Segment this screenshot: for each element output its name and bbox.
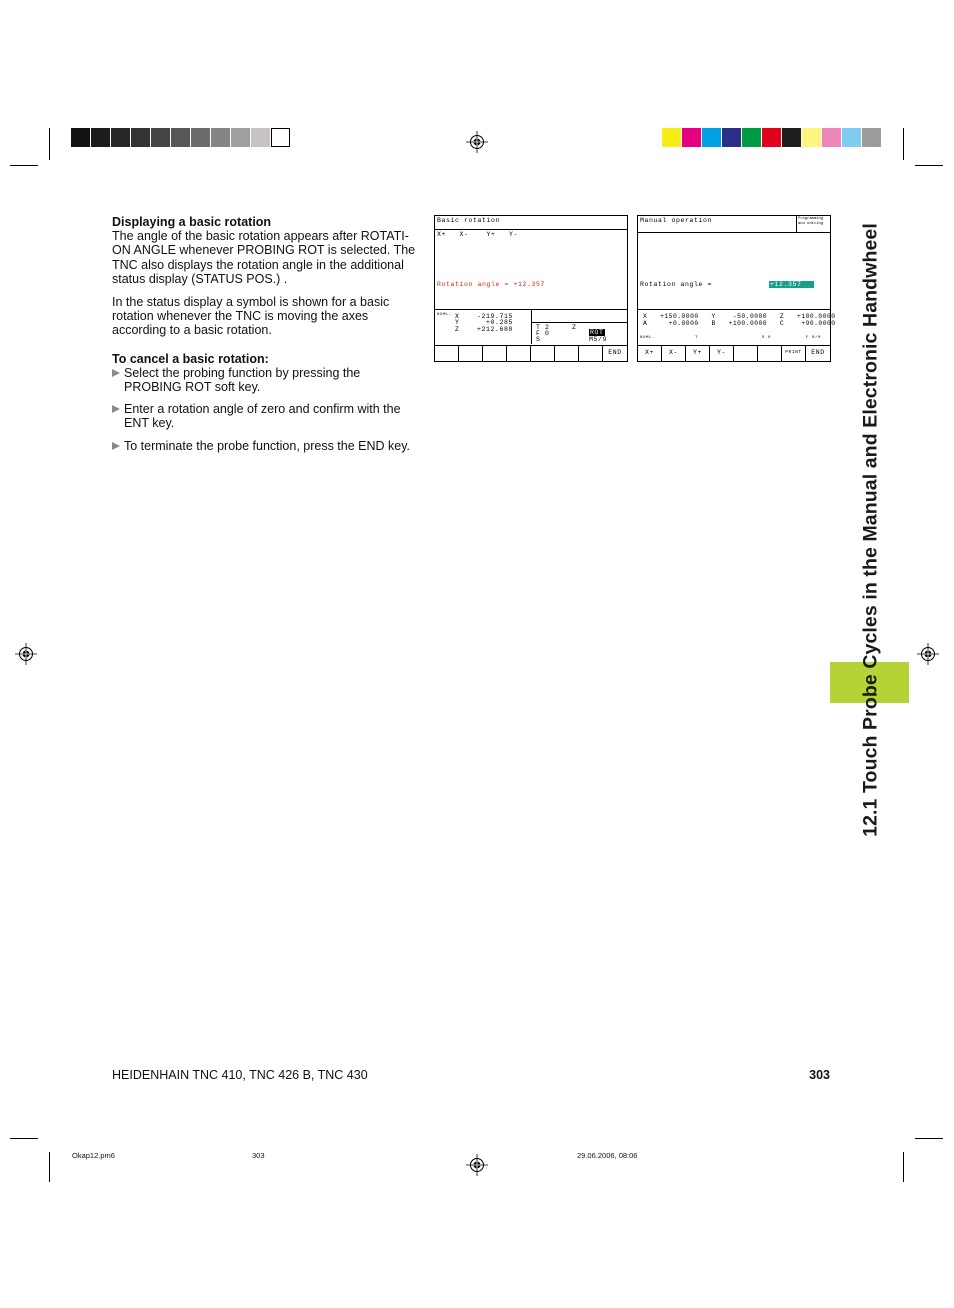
softkey-x-minus[interactable]: X- [662, 346, 686, 361]
rotation-angle-readout: Rotation angle = +12.357 [437, 281, 546, 288]
status-spindle: S [536, 336, 541, 343]
print-softkey[interactable]: PRINT [782, 346, 806, 361]
end-softkey[interactable]: END [811, 349, 825, 356]
m-code: M5/9 [589, 336, 608, 343]
color-swatch [71, 128, 90, 147]
rotation-angle-label: Rotation angle = [640, 281, 713, 288]
arrow-bullet-icon [112, 405, 120, 413]
arrow-bullet-icon [112, 442, 120, 450]
slug-file: Okap12.pm6 [72, 1151, 115, 1160]
crop-mark [49, 1152, 50, 1182]
color-swatch [211, 128, 230, 147]
screenshot-manual-operation [637, 215, 836, 362]
section-heading: To cancel a basic rotation: [112, 351, 269, 366]
slug-page: 303 [252, 1151, 265, 1160]
list-item: Enter a rotation angle of zero and confirm with the ENT key. [112, 402, 420, 430]
registration-mark-icon [466, 1154, 488, 1176]
list-item: To terminate the probe function, press the END key. [112, 439, 420, 453]
footer-product: HEIDENHAIN TNC 410, TNC 426 B, TNC 430 [112, 1068, 368, 1082]
position-row: X +150.0000 Y -50.0000 Z +100.0000 [643, 313, 836, 320]
paragraph: The angle of the basic rotation appears after ROTATI-ON ANGLE whenever PROBING ROT is selected. The TNC also displays the rotation angle in the additional status display (STATUS POS.) . [112, 229, 416, 286]
mode-corner-box [796, 216, 830, 232]
side-title-text: 12.1 Touch Probe Cycles in the Manual and Electronic Handwheel [859, 223, 882, 837]
axis-z-value: +212.680 [476, 326, 513, 333]
color-swatch [802, 128, 821, 147]
divider [638, 309, 830, 310]
crop-mark [915, 1138, 943, 1139]
color-swatch [762, 128, 781, 147]
rotation-angle-input[interactable]: +12.357 [769, 281, 814, 288]
status-tool: T [695, 336, 699, 340]
color-swatch [91, 128, 110, 147]
softkey[interactable] [734, 346, 758, 361]
registration-mark-icon [15, 643, 37, 665]
crop-mark [10, 1138, 38, 1139]
status-feed: F 0 [536, 330, 550, 337]
crop-mark [903, 1152, 904, 1182]
color-swatch [662, 128, 681, 147]
softkey[interactable] [555, 346, 579, 361]
mode-corner-label: Programming and editing [798, 217, 824, 226]
status-spindle: S 0 [762, 336, 772, 340]
color-swatch [722, 128, 741, 147]
divider [638, 232, 830, 233]
paragraph: In the status display a symbol is shown for a basic rotation whenever the TNC is moving the axes according to a basic rotation. [112, 295, 390, 338]
softkey[interactable] [459, 346, 483, 361]
softkey[interactable] [531, 346, 555, 361]
section-heading: Displaying a basic rotation [112, 215, 272, 229]
axis-y-value: +0.285 [485, 319, 513, 326]
registration-mark-icon [917, 643, 939, 665]
axis-x-value: -219.715 [476, 313, 513, 320]
color-swatch [151, 128, 170, 147]
color-swatch [271, 128, 290, 147]
softkey-bar [638, 345, 830, 361]
screen-title: Basic rotation [437, 217, 501, 224]
status-feed: F 0/0 [806, 336, 822, 340]
color-swatch [111, 128, 130, 147]
crop-mark [903, 128, 904, 160]
screen-title: Manual operation [640, 217, 713, 224]
softkey[interactable] [758, 346, 782, 361]
color-swatch [862, 128, 881, 147]
crop-mark [10, 165, 38, 166]
registration-mark-icon [466, 131, 488, 153]
axis-y-label: Y [455, 319, 460, 326]
color-swatch [822, 128, 841, 147]
color-swatch [251, 128, 270, 147]
softkey[interactable] [435, 346, 459, 361]
crop-mark [49, 128, 50, 160]
color-swatch [171, 128, 190, 147]
color-swatch [702, 128, 721, 147]
screenshot-basic-rotation [434, 215, 628, 362]
softkey[interactable] [579, 346, 603, 361]
axis-z-label: Z [455, 326, 460, 333]
list-item: Select the probing function by pressing the PROBING ROT soft key. [112, 366, 420, 394]
axis-x-label: X [455, 313, 460, 320]
end-softkey[interactable]: END [608, 349, 622, 356]
softkey-y-plus[interactable]: Y+ [686, 346, 710, 361]
softkey[interactable] [483, 346, 507, 361]
color-swatch [782, 128, 801, 147]
softkey-bar [435, 345, 627, 361]
rotation-status-badge: ROT [590, 329, 604, 336]
color-swatch [231, 128, 250, 147]
page-number: 303 [809, 1068, 830, 1082]
slug-date: 29.06.2006, 08:06 [577, 1151, 638, 1160]
softkey-x-plus[interactable]: X+ [638, 346, 662, 361]
divider [531, 322, 627, 323]
nominal-label: NOML. [437, 313, 453, 317]
color-swatch [682, 128, 701, 147]
divider [435, 229, 627, 230]
status-tool: T 2 Z [536, 324, 577, 331]
color-swatch [842, 128, 861, 147]
softkey-y-minus[interactable]: Y- [710, 346, 734, 361]
softkey[interactable] [507, 346, 531, 361]
color-swatch [191, 128, 210, 147]
nominal-label: NOML. [640, 336, 656, 340]
divider [531, 309, 532, 344]
main-text-column [112, 215, 420, 461]
color-swatch [742, 128, 761, 147]
color-swatch [131, 128, 150, 147]
arrow-bullet-icon [112, 369, 120, 377]
crop-mark [915, 165, 943, 166]
position-row: A +0.0000 B +100.0000 C +90.0000 [643, 320, 836, 327]
axis-directions: X+ X- Y+ Y- [437, 231, 519, 238]
